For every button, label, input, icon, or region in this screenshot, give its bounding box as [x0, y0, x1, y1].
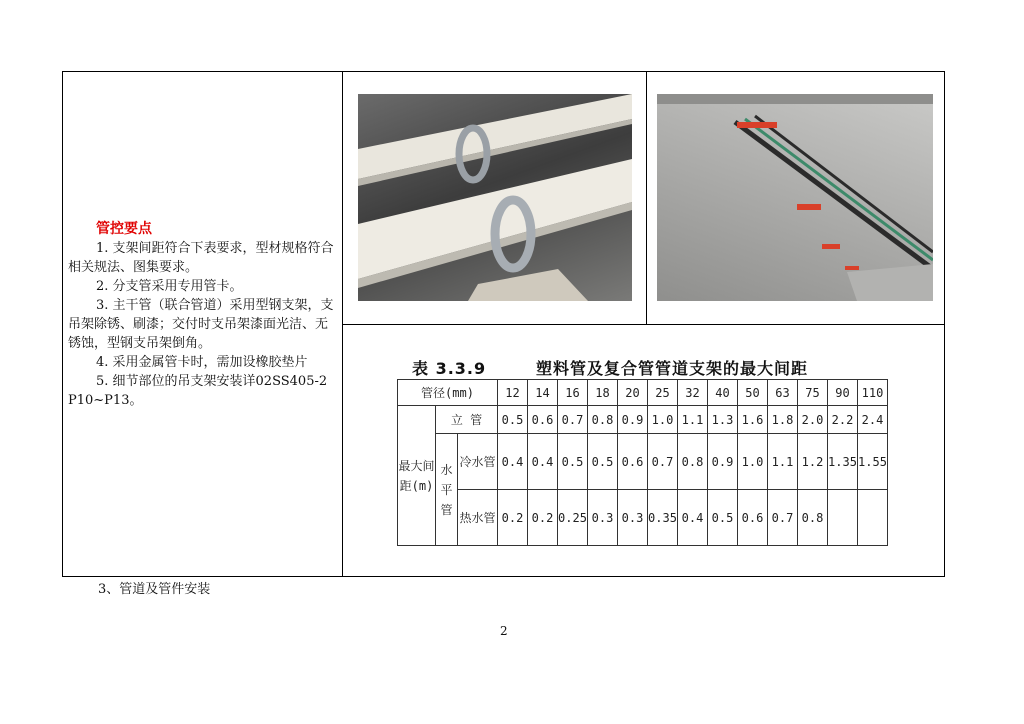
- control-point-3: 3. 主干管（联合管道）采用型钢支架，支吊架除锈、刷漆；交付时支吊架漆面光洁、无锈蚀，型钢支吊架倒角。: [68, 298, 334, 351]
- diameter-cell: 40: [708, 380, 738, 406]
- control-points: [68, 220, 338, 410]
- row-label: 立 管: [436, 406, 498, 434]
- value-cell: 0.2: [498, 490, 528, 546]
- value-cell: 0.7: [768, 490, 798, 546]
- value-cell: 0.6: [528, 406, 558, 434]
- value-cell: 0.7: [558, 406, 588, 434]
- ceiling-pipe-support-photo: [657, 94, 933, 301]
- diameter-cell: 75: [798, 380, 828, 406]
- value-cell: 1.0: [738, 434, 768, 490]
- value-cell: 0.5: [498, 406, 528, 434]
- row-divider: [342, 324, 945, 325]
- table-title: 塑料管及复合管管道支架的最大间距: [536, 359, 809, 378]
- value-cell: 0.4: [498, 434, 528, 490]
- table-row: [398, 490, 888, 546]
- row-label: 冷水管: [458, 434, 498, 490]
- table-header-row: [398, 380, 888, 406]
- diameter-cell: 18: [588, 380, 618, 406]
- value-cell: 2.2: [828, 406, 858, 434]
- value-cell: 1.2: [798, 434, 828, 490]
- horizontal-label: 水平管: [436, 434, 458, 546]
- page-number: 2: [500, 624, 508, 638]
- group-label: 最大间距(m): [398, 406, 436, 546]
- value-cell: 0.8: [588, 406, 618, 434]
- table-number: 表 3.3.9: [412, 359, 487, 378]
- value-cell: 0.5: [708, 490, 738, 546]
- value-cell: 2.0: [798, 406, 828, 434]
- diameter-cell: 90: [828, 380, 858, 406]
- diameter-cell: 12: [498, 380, 528, 406]
- value-cell: 0.7: [648, 434, 678, 490]
- value-cell: 1.1: [678, 406, 708, 434]
- value-cell: 1.3: [708, 406, 738, 434]
- control-point-1: 1. 支架间距符合下表要求，型材规格符合相关规法、图集要求。: [68, 241, 334, 275]
- diameter-cell: 32: [678, 380, 708, 406]
- value-cell: 0.2: [528, 490, 558, 546]
- value-cell: 1.35: [828, 434, 858, 490]
- section-heading: 3、管道及管件安装: [98, 582, 211, 597]
- value-cell: 0.4: [528, 434, 558, 490]
- diameter-cell: 63: [768, 380, 798, 406]
- value-cell: 1.8: [768, 406, 798, 434]
- control-point-5: 5. 细节部位的吊支架安装详02SS405-2 P10~P13。: [68, 374, 328, 408]
- control-point-2: 2. 分支管采用专用管卡。: [96, 279, 243, 294]
- diameter-cell: 110: [858, 380, 888, 406]
- value-cell: 0.8: [798, 490, 828, 546]
- diameter-cell: 50: [738, 380, 768, 406]
- value-cell: 1.1: [768, 434, 798, 490]
- pipe-clamp-photo: [358, 94, 632, 301]
- value-cell: 0.25: [558, 490, 588, 546]
- value-cell: 0.4: [678, 490, 708, 546]
- value-cell: 0.6: [618, 434, 648, 490]
- photo-divider: [646, 71, 647, 324]
- control-points-heading: 管控要点: [96, 221, 152, 237]
- support-spacing-table: [397, 379, 888, 546]
- diameter-cell: 25: [648, 380, 678, 406]
- value-cell: 0.9: [708, 434, 738, 490]
- table-row: [398, 406, 888, 434]
- value-cell: 1.0: [648, 406, 678, 434]
- value-cell: 0.3: [618, 490, 648, 546]
- value-cell: 0.8: [678, 434, 708, 490]
- value-cell: 1.6: [738, 406, 768, 434]
- diameter-cell: 14: [528, 380, 558, 406]
- value-cell: 0.35: [648, 490, 678, 546]
- diameter-cell: 16: [558, 380, 588, 406]
- diameter-cell: 20: [618, 380, 648, 406]
- value-cell: 0.5: [558, 434, 588, 490]
- value-cell: 0.6: [738, 490, 768, 546]
- value-cell: 2.4: [858, 406, 888, 434]
- value-cell: 0.5: [588, 434, 618, 490]
- table-row: [398, 434, 888, 490]
- control-point-4: 4. 采用金属管卡时，需加设橡胶垫片: [96, 355, 308, 370]
- value-cell: [828, 490, 858, 546]
- row-label: 热水管: [458, 490, 498, 546]
- value-cell: 0.3: [588, 490, 618, 546]
- value-cell: 0.9: [618, 406, 648, 434]
- header-label: 管径(mm): [398, 380, 498, 406]
- value-cell: [858, 490, 888, 546]
- value-cell: 1.55: [858, 434, 888, 490]
